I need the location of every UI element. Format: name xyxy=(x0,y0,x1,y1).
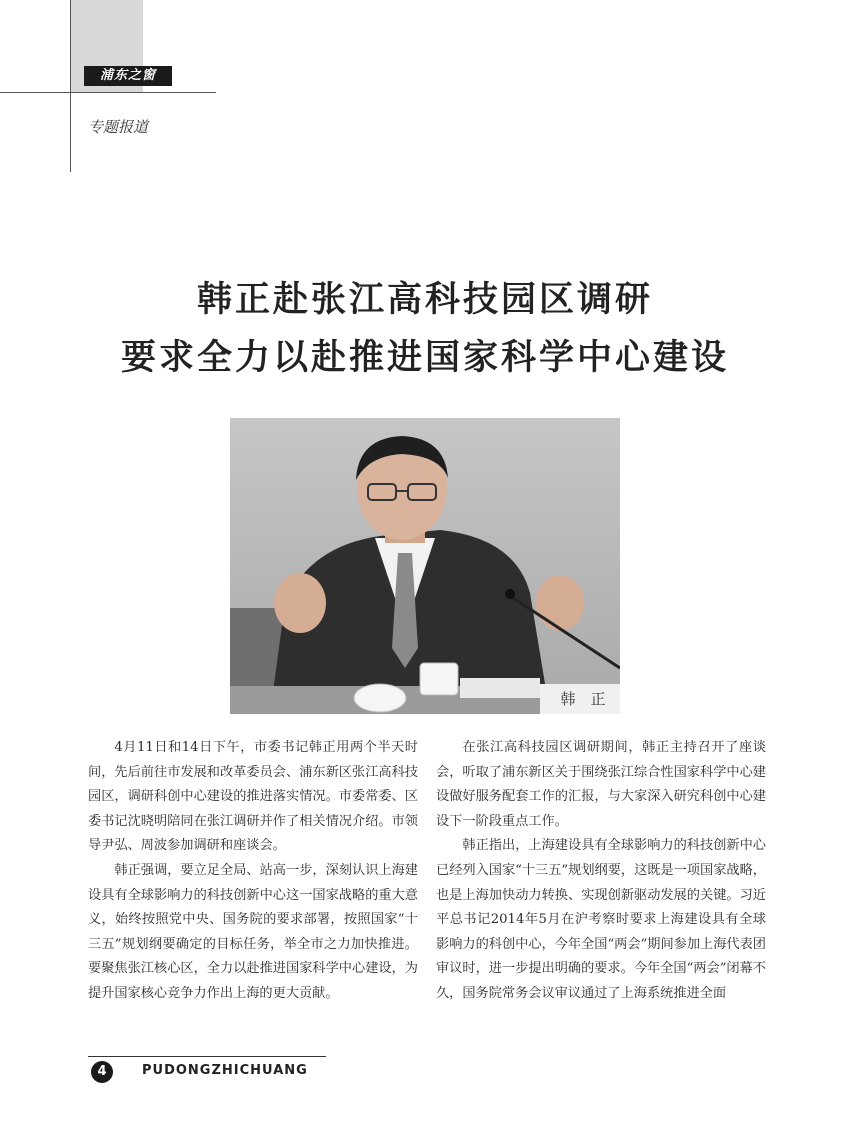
footer-brand: PUDONGZHICHUANG xyxy=(142,1063,308,1078)
header-horizontal-rule xyxy=(0,92,216,93)
header-vertical-rule xyxy=(70,0,71,172)
section-label: 专题报道 xyxy=(88,118,149,136)
paragraph: 韩正指出，上海建设具有全球影响力的科技创新中心已经列入国家“十三五”规划纲要，这既是一项国家战略，也是上海加快动力转换、实现创新驱动发展的关键。习近平总书记2014年5月在沪考察时要求上海建设具有全球影响力的科创中心，今年全国“两会”期间参加上海代表团审议时，进一步提出明确的要求。今年全国“两会”闭幕不久，国务院常务会议审议通过了上海系统推进全面 xyxy=(436,838,766,1001)
article-column-left xyxy=(88,736,418,1007)
nameplate: 韩 正 xyxy=(560,690,606,708)
page-number: 4 xyxy=(91,1061,113,1083)
magazine-logo: 浦东之窗 xyxy=(84,66,172,86)
footer-rule xyxy=(88,1056,326,1057)
article-photo xyxy=(230,418,620,714)
article-title-line1: 韩正赴张江高科技园区调研 xyxy=(196,280,653,320)
paragraph: 韩正强调，要立足全局、站高一步，深刻认识上海建设具有全球影响力的科技创新中心这一国家战略的重大意义，始终按照党中央、国务院的要求部署，按照国家“十三五”规划纲要确定的目标任务，举全市之力加快推进。要聚焦张江核心区，全力以赴推进国家科学中心建设，为提升国家核心竞争力作出上海的更大贡献。 xyxy=(88,862,418,1001)
portrait-photo-icon xyxy=(230,418,620,714)
paragraph: 4月11日和14日下午，市委书记韩正用两个半天时间，先后前往市发展和改革委员会、浦东新区张江高科技园区，调研科创中心建设的推进落实情况。市委常委、区委书记沈晓明陪同在张江调研并作了相关情况介绍。市领导尹弘、周波参加调研和座谈会。 xyxy=(88,740,418,854)
article-column-right xyxy=(436,736,766,1007)
paragraph: 在张江高科技园区调研期间，韩正主持召开了座谈会，听取了浦东新区关于围绕张江综合性国家科学中心建设做好服务配套工作的汇报，与大家深入研究科创中心建设下一阶段重点工作。 xyxy=(436,740,766,829)
article-title-line2: 要求全力以赴推进国家科学中心建设 xyxy=(120,338,729,378)
